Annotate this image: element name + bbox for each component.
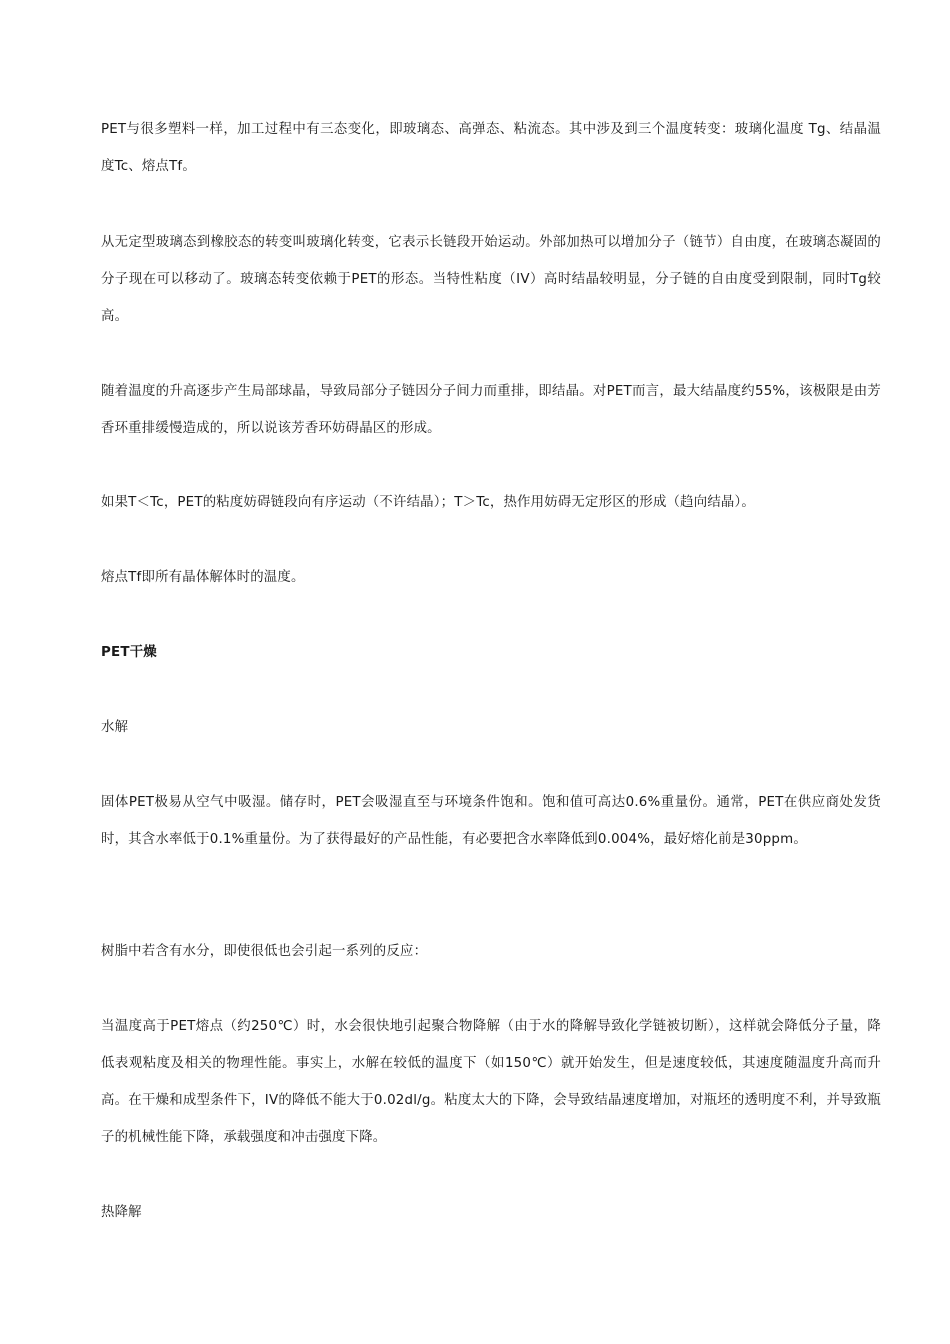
subheading-hydrolysis: 水解 — [101, 720, 129, 735]
paragraph-moisture-reactions: 树脂中若含有水分，即使很低也会引起一系列的反应： — [101, 944, 428, 959]
paragraph-melting-point: 熔点Tf即所有晶体解体时的温度。 — [101, 570, 305, 585]
paragraph-glass-transition: 从无定型玻璃态到橡胶态的转变叫玻璃化转变，它表示长链段开始运动。外部加热可以增加分子（链节）自由度，在玻璃态凝固的分子现在可以移动了。玻璃态转变依赖于PET的形态。当特性粘度（IV）高时结晶较明显，分子链的自由度受到限制，同时Tg较高。 — [101, 235, 881, 324]
paragraph-hydrolysis-effects: 当温度高于PET熔点（约250℃）时，水会很快地引起聚合物降解（由于水的降解导致化学链被切断），这样就会降低分子量，降低表观粘度及相关的物理性能。事实上，水解在较低的温度下（如150℃）就开始发生，但是速度较低，其速度随温度升高而升高。在干燥和成型条件下，IV的降低不能大于0.02dl/g。粘度太大的下降，会导致结晶速度增加，对瓶坯的透明度不利，并导致瓶子的机械性能下降，承载强度和冲击强度下降。 — [101, 1019, 881, 1145]
paragraph-crystallization: 随着温度的升高逐步产生局部球晶，导致局部分子链因分子间力而重排，即结晶。对PET而言，最大结晶度约55%，该极限是由芳香环重排缓慢造成的，所以说该芳香环妨碍晶区的形成。 — [101, 384, 881, 436]
paragraph-phase-transitions: PET与很多塑料一样，加工过程中有三态变化，即玻璃态、高弹态、粘流态。其中涉及到三个温度转变：玻璃化温度 Tg、结晶温度Tc、熔点Tf。 — [101, 122, 881, 174]
paragraph-moisture-absorption: 固体PET极易从空气中吸湿。储存时，PET会吸湿直至与环境条件饱和。饱和值可高达0.6%重量份。通常，PET在供应商处发货时，其含水率低于0.1%重量份。为了获得最好的产品性能，有必要把含水率降低到0.004%，最好熔化前是30ppm。 — [101, 795, 881, 847]
subheading-thermal-degradation: 热降解 — [101, 1205, 142, 1220]
paragraph-temperature-conditions: 如果T＜Tc，PET的粘度妨碍链段向有序运动（不许结晶）；T＞Tc，热作用妨碍无定形区的形成（趋向结晶）。 — [101, 495, 755, 510]
section-heading-pet-drying: PET干燥 — [101, 645, 157, 660]
